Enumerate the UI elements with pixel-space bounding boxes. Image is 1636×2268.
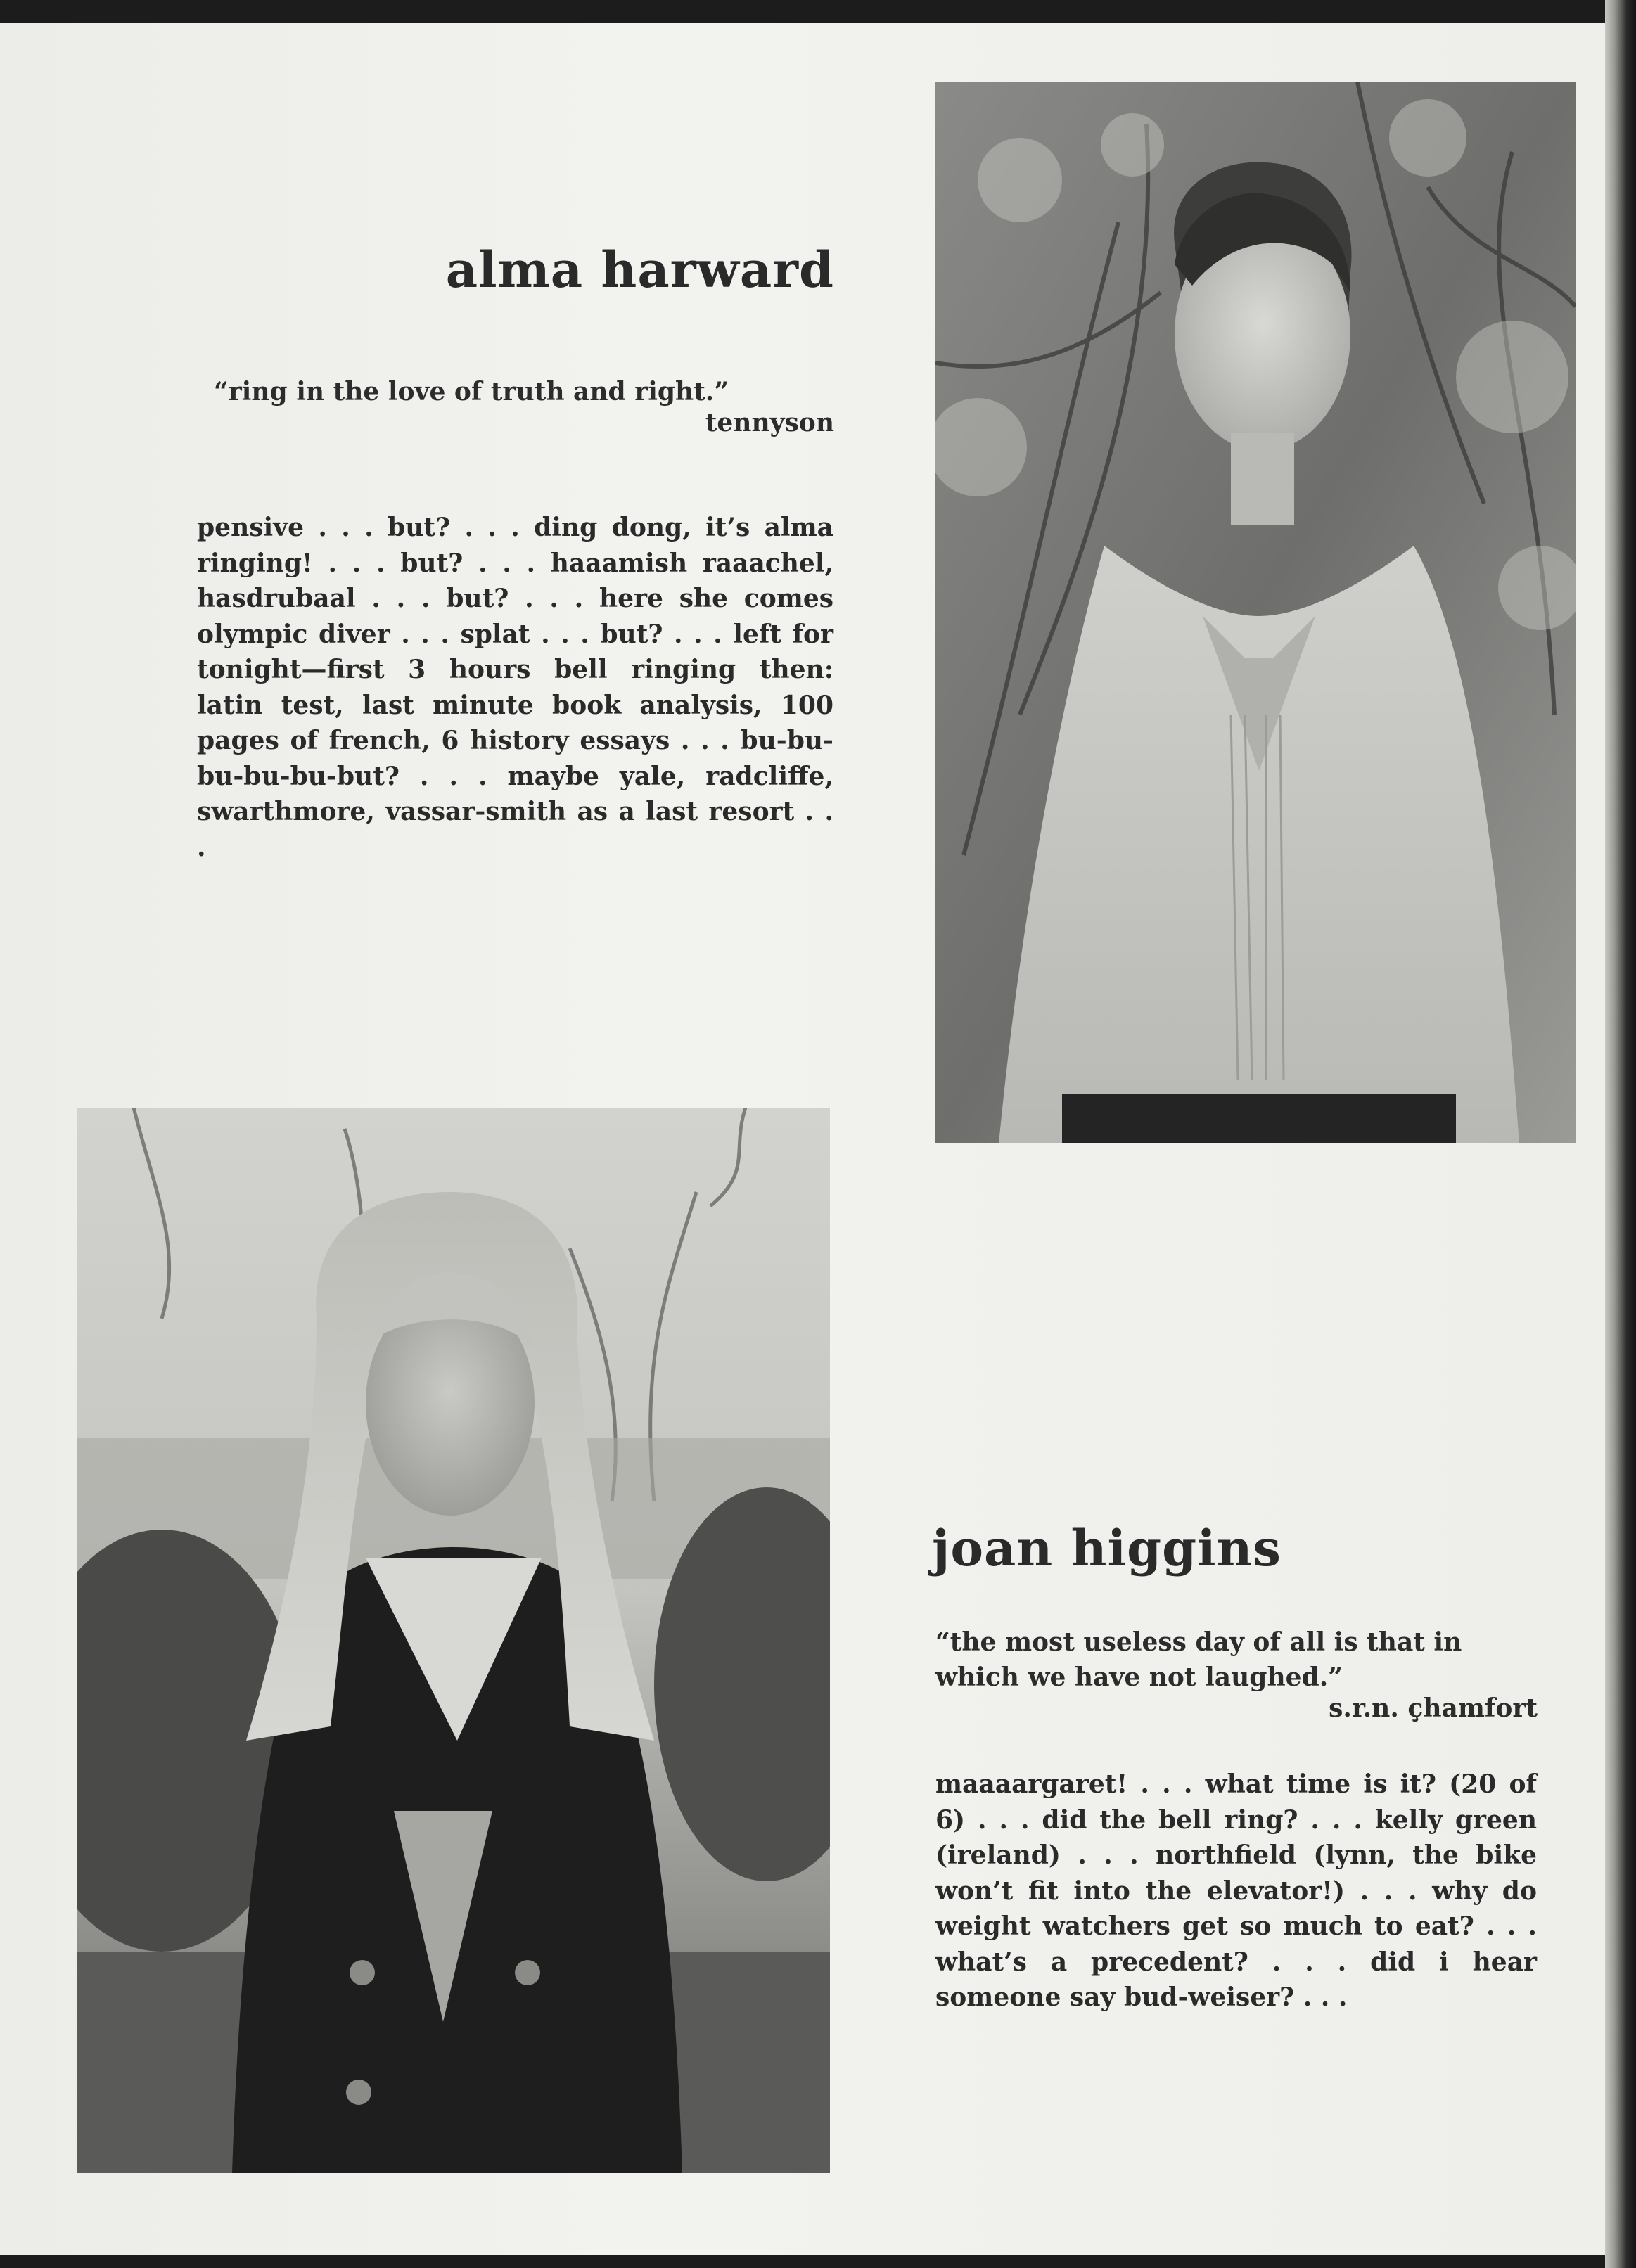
student-name-joan-higgins: joan higgins — [932, 1519, 1282, 1577]
student-quote-alma-harward: “ring in the love of truth and right.” — [214, 377, 729, 406]
portrait-joan-image — [77, 1108, 830, 2173]
student-bio-joan-higgins: maaaargaret! . . . what time is it? (20 of 6) . . . did the bell ring? . . . kelly green (ireland) . . . northfield (lynn, the bike won’t fit into the elevator!) . . . why do weight watchers get so much to eat? . . . what’s a precedent? . . . did i hear someone say bud-weiser? . . . — [935, 1769, 1537, 2012]
quote-author-alma-harward: tennyson — [705, 408, 834, 437]
quote-author-joan-higgins: s.r.n. çhamfort — [1329, 1693, 1538, 1723]
portrait-photo-joan-higgins — [77, 1108, 830, 2173]
student-bio-alma-harward: pensive . . . but? . . . ding dong, it’s alma ringing! . . . but? . . . haaamish raaachel, hasdrubaal . . . but? . . . here she comes olympic diver . . . splat . . . but? . . . left for tonight—first 3 hours bell ringing then: latin test, last minute book analysis, 100 pages of french, 6 history essays . . . bu-bu-bu-bu-bu-but? . . . maybe yale, radcliffe, swarthmore, vassar-smith as a last resort . . . — [197, 513, 833, 862]
portrait-alma-image — [935, 82, 1576, 1143]
student-quote-joan-higgins: “the most useless day of all is that in which we have not laughed.” — [935, 1627, 1462, 1692]
student-name-alma-harward: alma harward — [445, 241, 834, 299]
book-spine-edge — [1605, 0, 1636, 2268]
portrait-photo-alma-harward — [935, 82, 1576, 1143]
